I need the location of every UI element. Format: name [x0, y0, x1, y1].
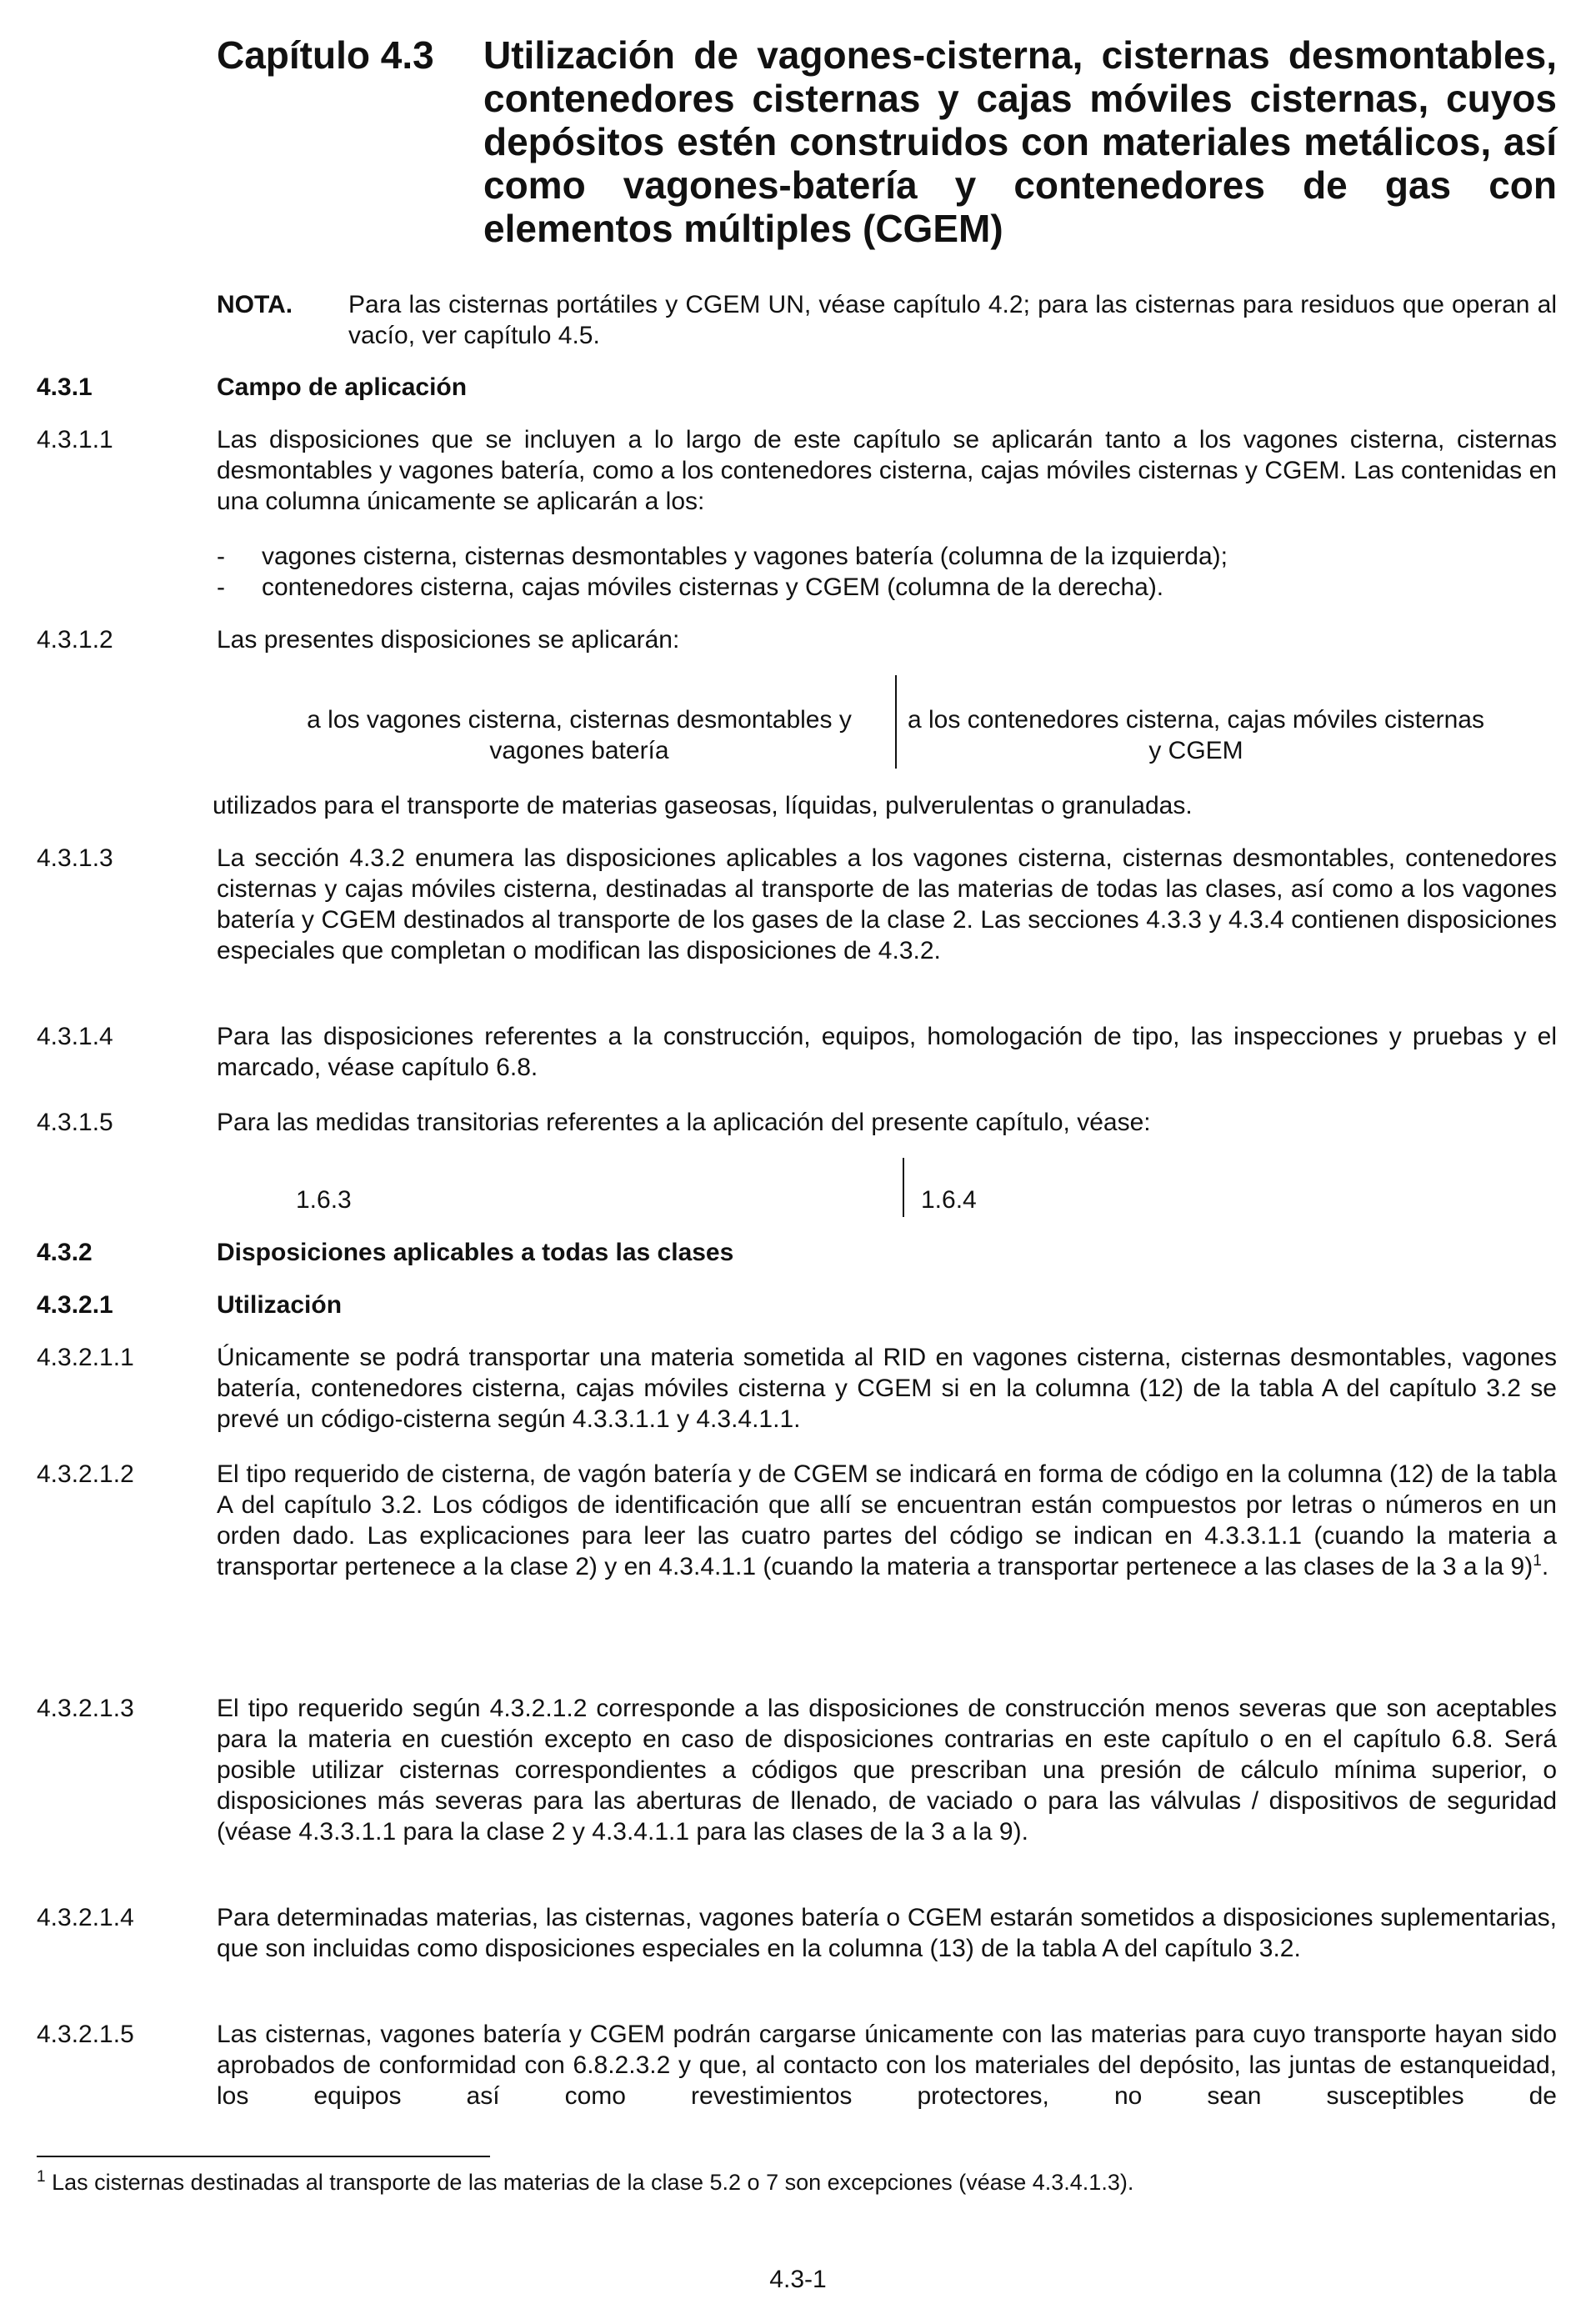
list-dash: -: [217, 573, 225, 601]
list-item-text: contenedores cisterna, cajas móviles cisternas y CGEM (columna de la derecha).: [262, 573, 1164, 601]
left-column-text: a los vagones cisterna, cisternas desmontables y vagones batería: [307, 706, 852, 764]
paragraph-4-3-2-1-4: Para determinadas materias, las cisternas, vagones batería o CGEM estarán sometidos a disposiciones suplementarias, que son incluidas como disposiciones especiales en la columna (13) de la tabla A del capítulo 3.2.: [217, 1904, 1557, 1962]
footnote-reference: 1: [1533, 1552, 1542, 1570]
paragraph-4-3-1-3: La sección 4.3.2 enumera las disposiciones aplicables a los vagones cisterna, cisternas desmontables, contenedores cisternas y cajas móviles cisterna, destinadas al transporte de las materias de todas las clases, así como a los vagones batería y CGEM destinados al transporte de los gases de la clase 2. Las secciones 4.3.3 y 4.3.4 contienen disposiciones especiales que completan o modifican las disposiciones de 4.3.2.: [217, 844, 1557, 964]
paragraph-4-3-2-1-3: El tipo requerido según 4.3.2.1.2 corresponde a las disposiciones de construcción menos severas que son aceptables para la materia en cuestión excepto en caso de disposiciones contrarias en este capítulo o en el capítulo 6.8. Será posible utilizar cisternas correspondientes a códigos que prescriban una presión de cálculo mínima superior, o disposiciones más severas para las aberturas de llenado, de vaciado o para las válvulas / dispositivos de seguridad (véase 4.3.3.1.1 para la clase 2 y 4.3.4.1.1 para las clases de la 3 a la 9).: [217, 1695, 1557, 1846]
section-number-4-3-2-1-2: 4.3.2.1.2: [37, 1460, 134, 1488]
footnote-text: Las cisternas destinadas al transporte de las materias de la clase 5.2 o 7 son excepciones (véase 4.3.4.1.3).: [52, 2170, 1134, 2195]
column-divider: [903, 1158, 904, 1217]
right-reference: 1.6.4: [921, 1186, 977, 1214]
paragraph-4-3-1-4: Para las disposiciones referentes a la construcción, equipos, homologación de tipo, las inspecciones y pruebas y el marcado, véase capítulo 6.8.: [217, 1023, 1557, 1081]
section-number-4-3-2-1-5: 4.3.2.1.5: [37, 2021, 134, 2048]
paragraph-4-3-1-2-after: utilizados para el transporte de materias gaseosas, líquidas, pulverulentas o granuladas.: [213, 792, 1193, 819]
column-divider: [895, 675, 897, 769]
footnote-mark: 1: [37, 2168, 46, 2186]
section-number-4-3-2-1-4: 4.3.2.1.4: [37, 1904, 134, 1931]
list-dash: -: [217, 543, 225, 570]
section-number-4-3-2: 4.3.2: [37, 1239, 93, 1266]
paragraph-4-3-2-1-2: [217, 1459, 1557, 1582]
paragraph-4-3-2-1-5: Las cisternas, vagones batería y CGEM podrán cargarse únicamente con las materias para cuyo transporte hayan sido aprobados de conformidad con 6.8.2.3.2 y que, al contacto con los materiales del depósito, las juntas de estanqueidad, los equipos así como revestimientos protectores, no sean susceptibles de: [217, 2021, 1557, 2110]
paragraph-4-3-1-2: Las presentes disposiciones se aplicarán:: [217, 626, 680, 654]
note-label: NOTA.: [217, 291, 293, 318]
chapter-label: Capítulo 4.3: [217, 33, 434, 77]
chapter-title: Utilización de vagones-cisterna, cisternas desmontables, contenedores cisternas y cajas móviles cisternas, cuyos depósitos estén construidos con materiales metálicos, así como vagones-batería y contenedores de gas con elementos múltiples (CGEM): [483, 33, 1557, 250]
section-title-campo: Campo de aplicación: [217, 373, 468, 401]
left-reference: 1.6.3: [296, 1186, 352, 1214]
section-number-4-3-1-5: 4.3.1.5: [37, 1109, 113, 1136]
page-number: 4.3-1: [769, 2266, 827, 2293]
right-column-text: a los contenedores cisterna, cajas móviles cisternas y CGEM: [908, 706, 1484, 764]
footnote-separator: [37, 2156, 490, 2157]
section-number-4-3-1: 4.3.1: [37, 373, 93, 401]
section-number-4-3-2-1: 4.3.2.1: [37, 1291, 113, 1319]
section-number-4-3-1-3: 4.3.1.3: [37, 844, 113, 872]
paragraph-end: .: [1541, 1553, 1549, 1580]
list-item-text: vagones cisterna, cisternas desmontables y vagones batería (columna de la izquierda);: [262, 543, 1228, 570]
footnote: [37, 2169, 1133, 2196]
paragraph-4-3-2-1-2-text: El tipo requerido de cisterna, de vagón batería y de CGEM se indicará en forma de código en la columna (12) de la tabla A del capítulo 3.2. Los códigos de identificación que allí se encuentran están compuestos por letras o números en un orden dado. Las explicaciones para leer las cuatro partes del código se indican en 4.3.3.1.1 (cuando la materia a transportar pertenece a la clase 2) y en 4.3.4.1.1 (cuando la materia a transportar pertenece a las clases de la 3 a la 9): [217, 1460, 1557, 1580]
section-number-4-3-1-1: 4.3.1.1: [37, 426, 113, 453]
paragraph-4-3-2-1-1: Únicamente se podrá transportar una materia sometida al RID en vagones cisterna, cisternas desmontables, vagones batería, contenedores cisterna, cajas móviles cisterna y CGEM si en la columna (12) de la tabla A del capítulo 3.2 se prevé un código-cisterna según 4.3.3.1.1 y 4.3.4.1.1.: [217, 1344, 1557, 1433]
paragraph-4-3-1-1: Las disposiciones que se incluyen a lo largo de este capítulo se aplicarán tanto a los vagones cisterna, cisternas desmontables y vagones batería, como a los contenedores cisterna, cajas móviles cisternas y CGEM. Las contenidas en una columna únicamente se aplicarán a los:: [217, 426, 1557, 515]
section-title-utilizacion: Utilización: [217, 1291, 343, 1319]
section-number-4-3-2-1-3: 4.3.2.1.3: [37, 1695, 134, 1722]
paragraph-4-3-1-5: Para las medidas transitorias referentes a la aplicación del presente capítulo, véase:: [217, 1109, 1151, 1136]
section-number-4-3-1-2: 4.3.1.2: [37, 626, 113, 654]
section-title-disposiciones: Disposiciones aplicables a todas las clases: [217, 1239, 734, 1266]
section-number-4-3-2-1-1: 4.3.2.1.1: [37, 1344, 134, 1371]
section-number-4-3-1-4: 4.3.1.4: [37, 1023, 113, 1050]
note-text: Para las cisternas portátiles y CGEM UN, véase capítulo 4.2; para las cisternas para residuos que operan al vacío, ver capítulo 4.5.: [348, 291, 1557, 349]
